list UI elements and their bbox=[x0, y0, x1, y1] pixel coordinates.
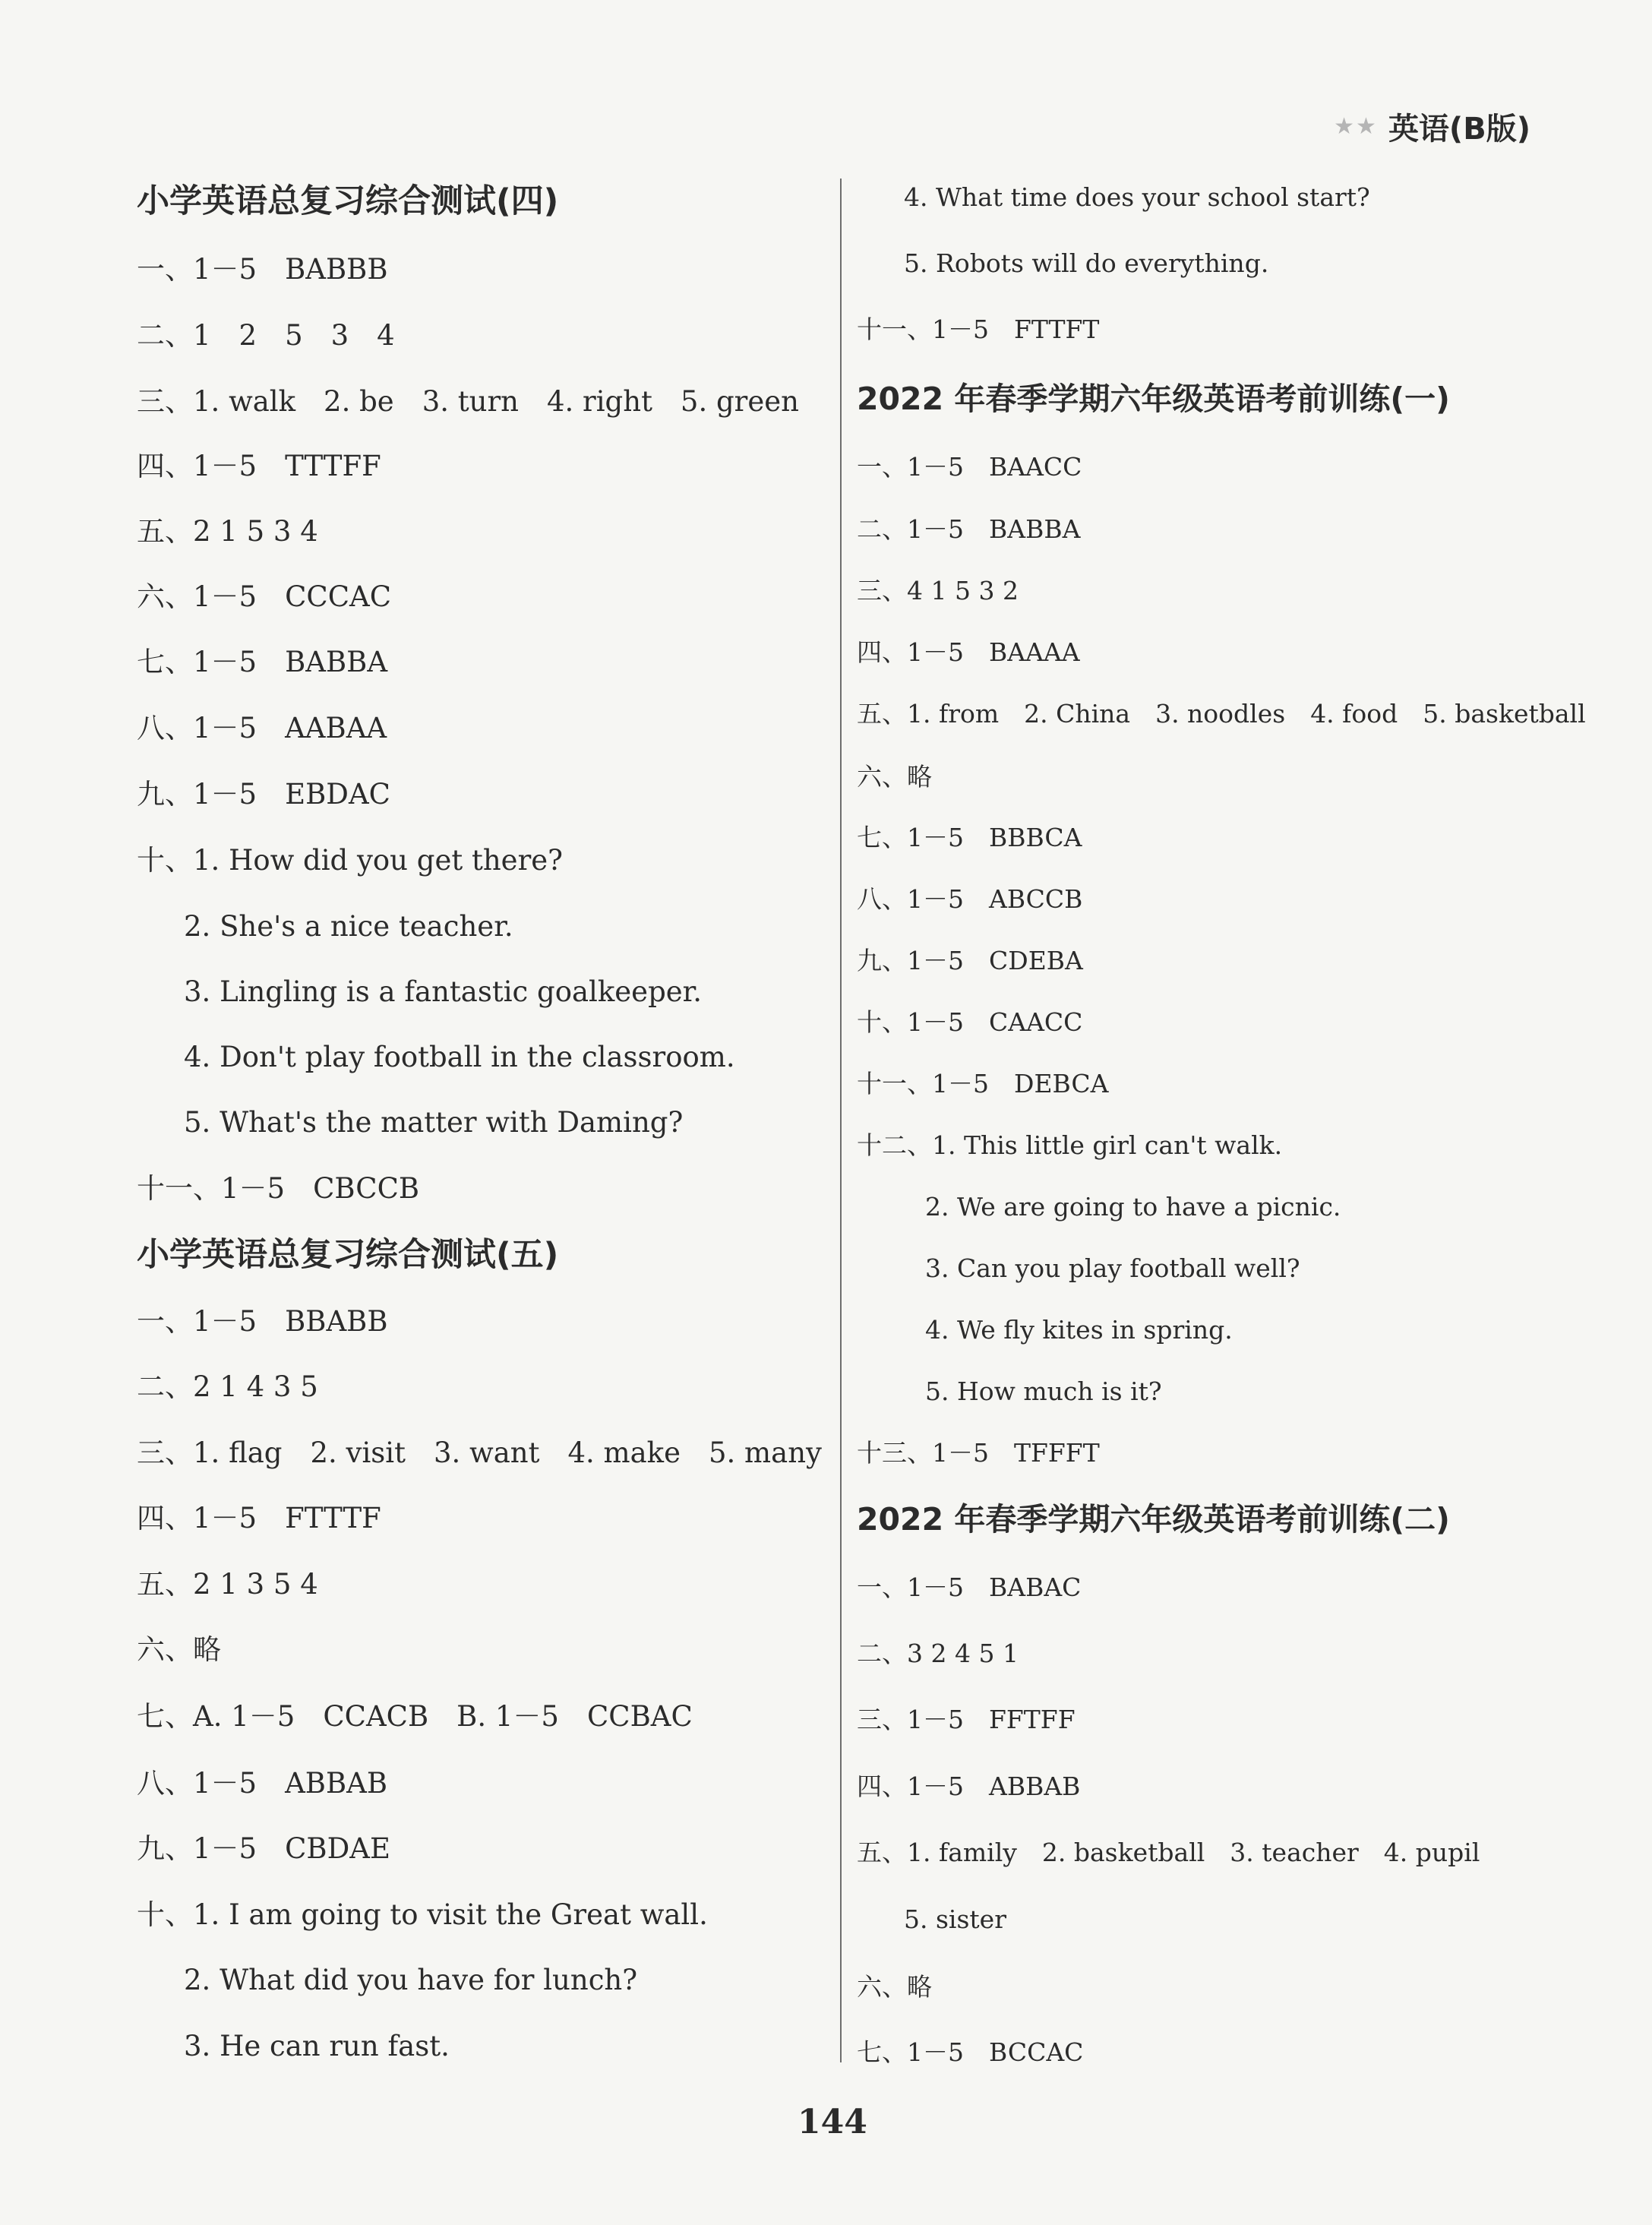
page-number: 144 bbox=[798, 2103, 867, 2141]
answer-line: 3. He can run fast. bbox=[184, 2030, 450, 2062]
answer-line: 十二、1. This little girl can't walk. bbox=[857, 1130, 1283, 1160]
answer-line: 一、1－5 BABBB bbox=[137, 253, 388, 286]
section-title: 2022 年春季学期六年级英语考前训练(二) bbox=[857, 1501, 1450, 1538]
answer-line: 七、1－5 BBBCA bbox=[857, 823, 1082, 852]
answer-line: 十三、1－5 TFFFT bbox=[857, 1438, 1100, 1468]
answer-line: 4. We fly kites in spring. bbox=[925, 1315, 1233, 1345]
answer-line: 二、2 1 4 3 5 bbox=[137, 1370, 318, 1403]
answer-line: 六、略 bbox=[857, 1972, 932, 2002]
answer-line: 六、1－5 CCCAC bbox=[137, 580, 392, 613]
answer-line: 三、1. walk 2. be 3. turn 4. right 5. green bbox=[137, 385, 799, 418]
answer-line: 2. We are going to have a picnic. bbox=[925, 1192, 1341, 1222]
answer-line: 5. Robots will do everything. bbox=[904, 248, 1269, 278]
answer-line: 三、4 1 5 3 2 bbox=[857, 576, 1019, 605]
answer-line: 十、1. How did you get there? bbox=[137, 844, 563, 877]
answer-line: 4. What time does your school start? bbox=[904, 182, 1370, 212]
answer-line: 九、1－5 EBDAC bbox=[137, 778, 390, 811]
answer-line: 2. What did you have for lunch? bbox=[184, 1964, 638, 1996]
answer-line: 十、1. I am going to visit the Great wall. bbox=[137, 1898, 708, 1931]
answer-line: 九、1－5 CDEBA bbox=[857, 946, 1083, 975]
answer-line: 五、2 1 3 5 4 bbox=[137, 1568, 318, 1601]
answer-line: 七、A. 1－5 CCACB B. 1－5 CCBAC bbox=[137, 1700, 693, 1733]
answer-line: 三、1－5 FFTFF bbox=[857, 1705, 1076, 1734]
answer-line: 四、1－5 TTTFF bbox=[137, 450, 381, 482]
answer-line: 3. Lingling is a fantastic goalkeeper. bbox=[184, 975, 703, 1008]
answer-line: 十一、1－5 CBCCB bbox=[137, 1172, 420, 1205]
answer-line: 十一、1－5 FTTFT bbox=[857, 314, 1100, 344]
answer-line: 二、1 2 5 3 4 bbox=[137, 319, 395, 352]
answer-line: 二、3 2 4 5 1 bbox=[857, 1639, 1019, 1668]
answer-line: 四、1－5 FTTTF bbox=[137, 1502, 381, 1534]
answer-line: 七、1－5 BABBA bbox=[137, 646, 388, 678]
answer-line: 四、1－5 BAAAA bbox=[857, 637, 1080, 667]
header-label: 英语(B版) bbox=[1388, 112, 1530, 147]
answer-line: 七、1－5 BCCAC bbox=[857, 2037, 1084, 2067]
section-title: 2022 年春季学期六年级英语考前训练(一) bbox=[857, 381, 1450, 417]
column-divider bbox=[840, 179, 842, 2062]
answer-line: 一、1－5 BBABB bbox=[137, 1305, 388, 1338]
answer-line: 六、略 bbox=[137, 1633, 221, 1666]
answer-line: 4. Don't play football in the classroom. bbox=[184, 1041, 735, 1073]
answer-line: 二、1－5 BABBA bbox=[857, 514, 1081, 544]
stars-icon: ★★ bbox=[1334, 113, 1378, 140]
answer-line: 五、1. family 2. basketball 3. teacher 4. pupil bbox=[857, 1838, 1480, 1867]
answer-line: 2. She's a nice teacher. bbox=[184, 910, 513, 943]
answer-line: 十一、1－5 DEBCA bbox=[857, 1069, 1109, 1098]
answer-line: 五、2 1 5 3 4 bbox=[137, 515, 318, 548]
answer-line: 四、1－5 ABBAB bbox=[857, 1771, 1081, 1801]
answer-line: 5. How much is it? bbox=[925, 1376, 1162, 1406]
answer-line: 三、1. flag 2. visit 3. want 4. make 5. many bbox=[137, 1436, 822, 1469]
answer-line: 5. sister bbox=[904, 1904, 1006, 1934]
section-title: 小学英语总复习综合测试(四) bbox=[137, 182, 559, 220]
answer-line: 5. What's the matter with Daming? bbox=[184, 1106, 684, 1139]
answer-line: 九、1－5 CBDAE bbox=[137, 1832, 390, 1865]
answer-line: 3. Can you play football well? bbox=[925, 1253, 1300, 1283]
answer-line: 一、1－5 BAACC bbox=[857, 452, 1082, 482]
section-title: 小学英语总复习综合测试(五) bbox=[137, 1236, 559, 1274]
answer-line: 十、1－5 CAACC bbox=[857, 1007, 1083, 1037]
answer-line: 八、1－5 AABAA bbox=[137, 712, 387, 744]
answer-line: 八、1－5 ABBAB bbox=[137, 1767, 388, 1800]
answer-line: 一、1－5 BABAC bbox=[857, 1572, 1082, 1602]
answer-line: 五、1. from 2. China 3. noodles 4. food 5. basketball bbox=[857, 699, 1586, 728]
answer-line: 六、略 bbox=[857, 762, 932, 792]
answer-line: 八、1－5 ABCCB bbox=[857, 884, 1083, 914]
page-header bbox=[1334, 105, 1530, 148]
